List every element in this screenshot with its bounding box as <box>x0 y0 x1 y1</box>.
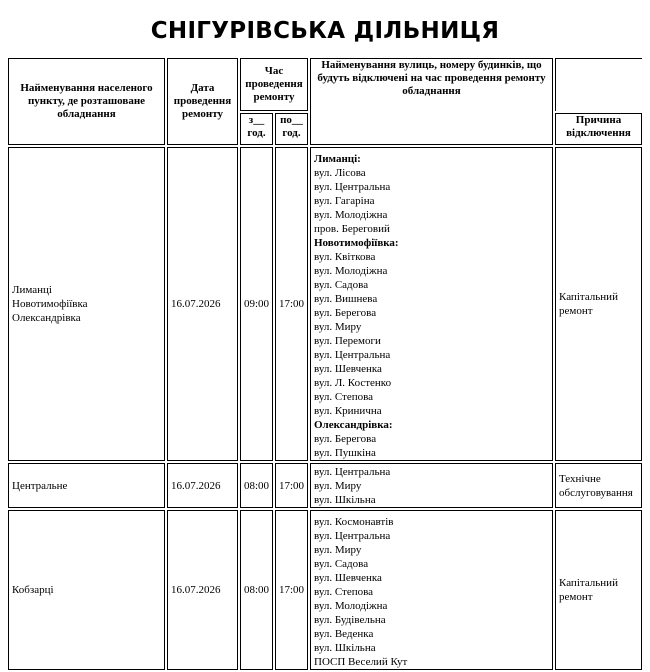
street-item: вул. Шевченка <box>314 572 382 584</box>
street-item: вул. Шевченка <box>314 363 382 375</box>
street-item: вул. Молодіжна <box>314 600 388 612</box>
header-reason: Причина відключення <box>555 113 642 145</box>
header-time: Час проведення ремонту <box>240 58 308 111</box>
time-from-cell: 09:00 <box>240 147 273 461</box>
settlement-name: Центральне <box>12 479 68 492</box>
street-item: вул. Вишнева <box>314 293 378 305</box>
settlement-name: Кобзарці <box>12 584 54 596</box>
street-item: вул. Садова <box>314 558 369 570</box>
table-row <box>8 147 642 461</box>
time-to-cell: 17:00 <box>275 510 308 670</box>
street-item: вул. Молодіжна <box>314 209 388 221</box>
street-item: вул. Шкільна <box>314 494 376 506</box>
street-item: вул. Квіткова <box>314 251 376 263</box>
street-item: ПОСП Веселий Кут <box>314 656 408 668</box>
date-cell: 16.07.2026 <box>167 463 238 508</box>
header-date: Дата проведення ремонту <box>167 58 238 145</box>
street-item: вул. Центральна <box>314 349 391 361</box>
street-group-title: Лиманці: <box>314 153 361 165</box>
time-from-cell: 08:00 <box>240 463 273 508</box>
street-item: вул. Космонавтів <box>314 516 394 528</box>
streets-cell <box>310 510 553 670</box>
header-reason-blank <box>555 58 642 111</box>
header-settlement: Найменування населеного пункту, де розташоване обладнання <box>8 58 165 145</box>
outage-schedule-table <box>6 56 644 672</box>
street-item: вул. Молодіжна <box>314 265 388 277</box>
street-item: вул. Перемоги <box>314 335 381 347</box>
settlement-cell <box>8 147 165 461</box>
street-item: вул. Пушкіна <box>314 447 376 459</box>
street-item: вул. Миру <box>314 544 362 556</box>
street-item: вул. Миру <box>314 480 362 492</box>
street-item: вул. Гагаріна <box>314 195 375 207</box>
street-item: вул. Берегова <box>314 307 377 319</box>
header-from: з__ год. <box>240 113 273 145</box>
street-item: вул. Кринична <box>314 405 382 417</box>
street-item: вул. Миру <box>314 321 362 333</box>
table-row <box>8 463 642 508</box>
street-item: вул. Центральна <box>314 530 391 542</box>
street-item: вул. Центральна <box>314 181 391 193</box>
street-item: вул. Лісова <box>314 167 366 179</box>
street-group-title: Олександрівка: <box>314 419 393 431</box>
street-item: вул. Центральна <box>314 466 391 478</box>
header-streets: Найменування вулиць, номеру будинків, що будуть відключені на час проведення ремонту обладнання <box>310 58 553 145</box>
settlement-name: Новотимофіївка <box>12 298 88 310</box>
reason-cell: Капітальний ремонт <box>555 147 642 461</box>
street-item: вул. Берегова <box>314 433 377 445</box>
street-item: вул. Степова <box>314 586 374 598</box>
header-to: по__ год. <box>275 113 308 145</box>
settlement-cell <box>8 510 165 670</box>
street-item: вул. Веденка <box>314 628 374 640</box>
date-cell: 16.07.2026 <box>167 510 238 670</box>
street-group-title: Новотимофіївка: <box>314 237 399 249</box>
street-item: вул. Шкільна <box>314 642 376 654</box>
street-item: вул. Будівельна <box>314 614 386 626</box>
date-cell: 16.07.2026 <box>167 147 238 461</box>
street-item: вул. Садова <box>314 279 369 291</box>
settlement-name: Олександрівка <box>12 312 81 324</box>
settlement-cell <box>8 463 165 508</box>
settlement-name: Лиманці <box>12 284 52 296</box>
table-row <box>8 510 642 670</box>
reason-cell: Капітальний ремонт <box>555 510 642 670</box>
reason-cell: Технічне обслуговування <box>555 463 642 508</box>
street-item: вул. Л. Костенко <box>314 377 392 389</box>
street-item: вул. Степова <box>314 391 374 403</box>
streets-cell <box>310 463 553 508</box>
time-to-cell: 17:00 <box>275 463 308 508</box>
street-item: пров. Береговий <box>314 223 390 235</box>
table-header-row <box>8 58 642 111</box>
time-from-cell: 08:00 <box>240 510 273 670</box>
time-to-cell: 17:00 <box>275 147 308 461</box>
streets-cell <box>310 147 553 461</box>
page-title: СНІГУРІВСЬКА ДІЛЬНИЦЯ <box>150 18 500 44</box>
